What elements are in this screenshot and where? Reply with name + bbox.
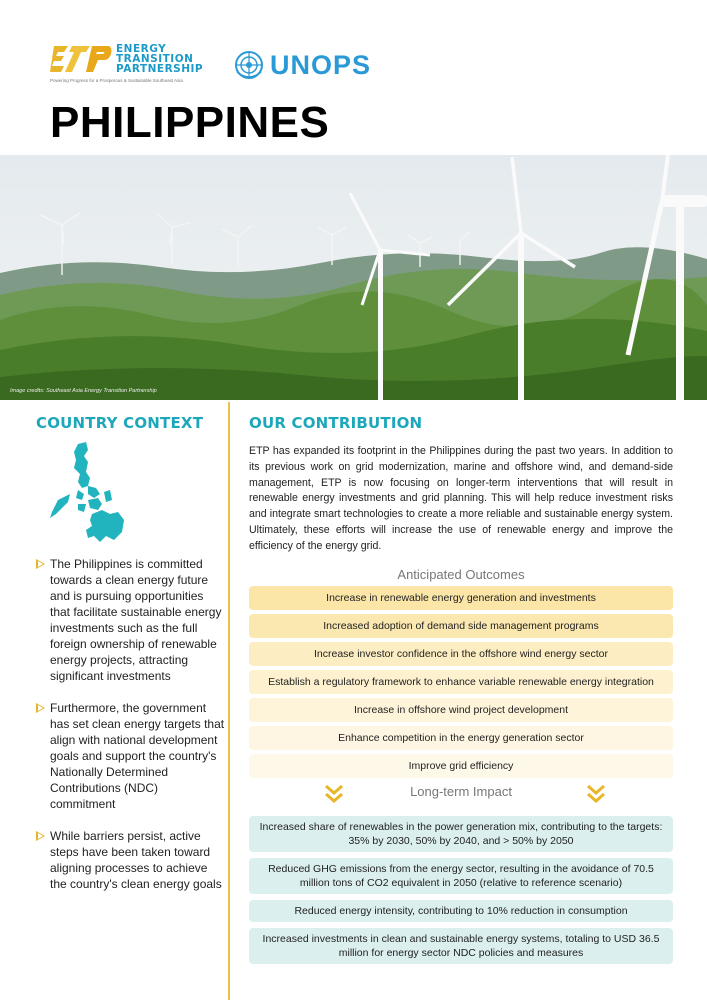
- etp-name-line-1: ENERGY: [116, 43, 167, 55]
- contribution-intro: ETP has expanded its footprint in the Philippines during the past two years. In addition to its previous work on grid modernization, marine and offshore wind, and demand-side management, ETP is now focusing on longer-term interventions that will result in renewable energy investments and grid planning. This will help reduce investment risks and integrate smart technologies to create a more reliable and sustainable energy system. Ultimately, these efforts will increase the use of renewable energy and improve the efficiency of the energy grid.: [249, 445, 673, 552]
- etp-name-line-3: PARTNERSHIP: [116, 63, 204, 75]
- our-contribution-section: [249, 414, 673, 964]
- philippines-map-icon: [48, 442, 128, 552]
- etp-logo-mark-icon: [50, 42, 112, 76]
- un-emblem-icon: [234, 50, 264, 80]
- etp-name: [116, 44, 203, 74]
- column-divider: [228, 402, 230, 1000]
- hero-image-wind-farm: [0, 155, 707, 400]
- double-chevron-down-icon: [587, 784, 605, 804]
- outcome-item: Establish a regulatory framework to enhance variable renewable energy integration: [249, 670, 673, 694]
- outcome-item: Increase in renewable energy generation and investments: [249, 586, 673, 610]
- long-term-impact-header: [249, 784, 673, 810]
- etp-name-line-2: TRANSITION: [116, 53, 194, 65]
- anticipated-outcomes-heading: Anticipated Outcomes: [397, 566, 525, 582]
- image-credit: Image credits: Southeast Asia Energy Transition Partnership: [10, 388, 157, 394]
- outcome-item: Enhance competition in the energy generation sector: [249, 726, 673, 750]
- our-contribution-heading: OUR CONTRIBUTION: [249, 414, 423, 432]
- country-context-bullets: [36, 556, 226, 908]
- impact-item: Reduced GHG emissions from the energy sector, resulting in the avoidance of 70.5 million tons of CO2 equivalent in 2050 (relative to reference scenario): [249, 858, 673, 894]
- bullet-text: The Philippines is committed towards a clean energy future and is pursuing opportunities that facilitate sustainable energy investments such as the full foreign ownership of renewable energy projects, attracting significant investments: [50, 557, 222, 683]
- play-arrow-icon: [36, 559, 45, 569]
- play-arrow-icon: [36, 703, 45, 713]
- header: [0, 0, 707, 155]
- outcome-item: Improve grid efficiency: [249, 754, 673, 778]
- list-item: [36, 700, 226, 812]
- bullet-text: Furthermore, the government has set clean energy targets that align with national development goals and support the country's Nationally Determined Contributions (NDC) commitment: [50, 701, 225, 811]
- outcome-item: Increase investor confidence in the offshore wind energy sector: [249, 642, 673, 666]
- outcome-item: Increase in offshore wind project development: [249, 698, 673, 722]
- etp-tagline: Powering Progress for a Prosperous & Sustainable Southeast Asia: [50, 78, 183, 83]
- country-context-section: [36, 414, 225, 891]
- unops-logo: [234, 50, 371, 80]
- impact-item: Increased share of renewables in the power generation mix, contributing to the targets: 35% by 2030, 50% by 2040, and > 50% by 2050: [249, 816, 673, 852]
- page-title: PHILIPPINES: [50, 98, 330, 147]
- list-item: [36, 556, 226, 684]
- long-term-impact-heading: Long-term Impact: [410, 783, 512, 799]
- bullet-text: While barriers persist, active steps have been taken toward aligning processes to achieve the country's clean energy goals: [50, 829, 222, 891]
- play-arrow-icon: [36, 831, 45, 841]
- outcome-item: Increased adoption of demand side management programs: [249, 614, 673, 638]
- unops-name: UNOPS: [270, 49, 372, 80]
- impact-item: Increased investments in clean and sustainable energy systems, totaling to USD 36.5 million for energy sector NDC policies and measures: [249, 928, 673, 964]
- list-item: [36, 828, 226, 892]
- impact-item: Reduced energy intensity, contributing to 10% reduction in consumption: [249, 900, 673, 922]
- double-chevron-down-icon: [325, 784, 343, 804]
- country-context-heading: COUNTRY CONTEXT: [36, 414, 204, 432]
- etp-logo: [50, 42, 220, 84]
